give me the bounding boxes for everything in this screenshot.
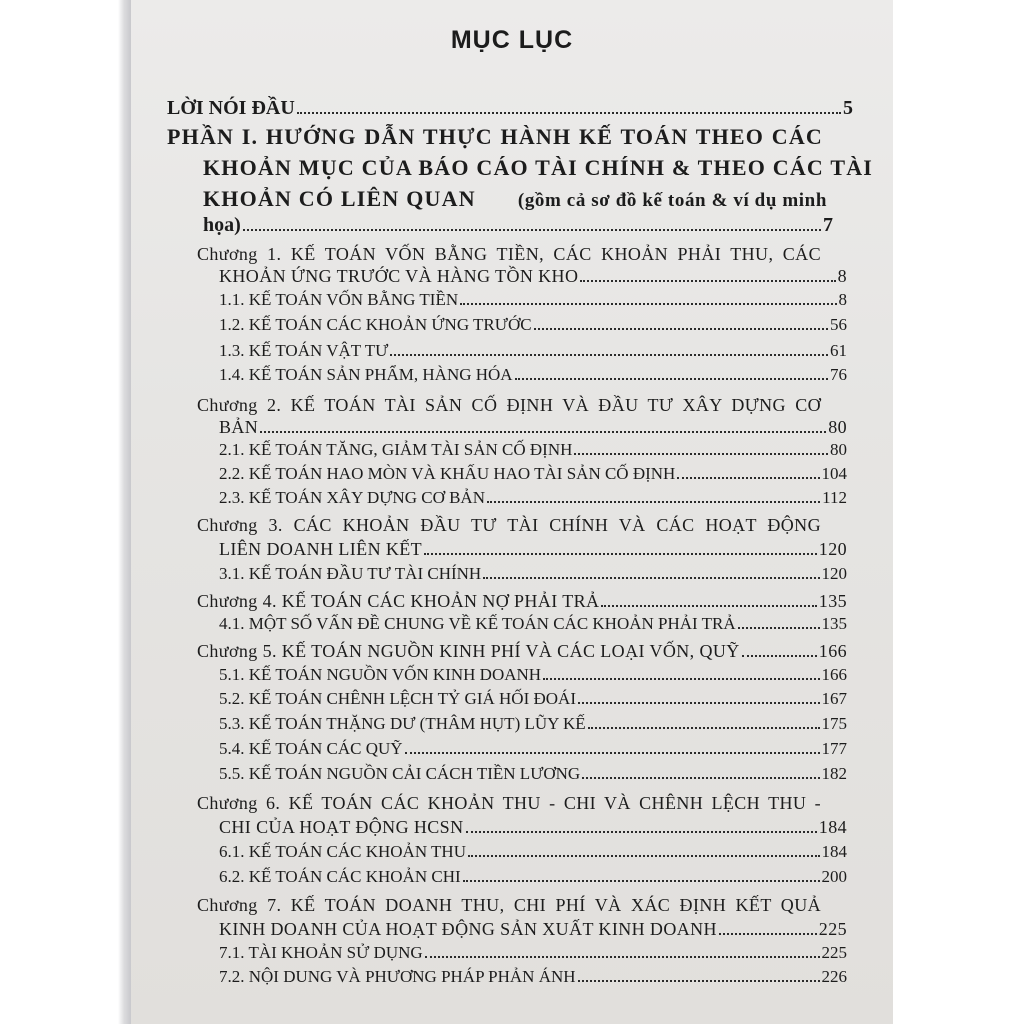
dot-leader — [468, 854, 820, 857]
dot-leader — [742, 654, 817, 657]
toc-entry-label: KHOẢN ỨNG TRƯỚC VÀ HÀNG TỒN KHO — [219, 266, 579, 286]
toc-entry-page: 61 — [830, 341, 847, 360]
section-2-2 — [219, 464, 847, 484]
background-right — [893, 0, 1024, 1024]
toc-entry-label: LIÊN DOANH LIÊN KẾT — [219, 539, 423, 559]
chapter-1-line-2 — [219, 266, 847, 287]
toc-entry-page: 225 — [818, 919, 847, 939]
toc-entry-label: 5.5. KẾ TOÁN NGUỒN CẢI CÁCH TIỀN LƯƠNG — [219, 764, 581, 783]
part1-line-2: KHOẢN MỤC CỦA BÁO CÁO TÀI CHÍNH & THEO CÁC TÀI — [203, 155, 874, 180]
book-spine-shadow — [0, 0, 131, 1024]
toc-entry-page: 104 — [821, 464, 847, 483]
toc — [131, 0, 893, 1024]
toc-entry-page: 184 — [818, 817, 847, 837]
section-7-1 — [219, 943, 847, 963]
toc-entry-label: BẢN — [219, 417, 259, 437]
dot-leader — [424, 552, 817, 555]
dot-leader — [677, 476, 819, 479]
dot-leader — [483, 576, 819, 579]
chapter-3-line-1: Chương 3. CÁC KHOẢN ĐẦU TƯ TÀI CHÍNH VÀ CÁC HOẠT ĐỘNG — [197, 515, 821, 535]
section-2-3 — [219, 488, 847, 508]
toc-entry-label: 6.2. KẾ TOÁN CÁC KHOẢN CHI — [219, 867, 461, 886]
toc-entry-label: 2.2. KẾ TOÁN HAO MÒN VÀ KHẤU HAO TÀI SẢN CỐ ĐỊNH — [219, 464, 676, 483]
dot-leader — [390, 353, 828, 356]
chapter-4-line-1 — [197, 591, 847, 612]
toc-entry-page: 184 — [821, 842, 847, 861]
toc-entry-page: 177 — [821, 739, 847, 758]
chapter-7-line-2 — [219, 919, 847, 940]
toc-entry-page: 167 — [821, 689, 847, 708]
toc-page — [131, 0, 893, 1024]
part1-line-3 — [203, 186, 827, 212]
section-1-4 — [219, 365, 847, 385]
section-5-2 — [219, 689, 847, 709]
toc-entry-page: 80 — [828, 417, 847, 437]
section-5-4 — [219, 739, 847, 759]
toc-entry-page: 120 — [818, 539, 847, 559]
dot-leader — [405, 751, 820, 754]
section-3-1 — [219, 564, 847, 584]
toc-entry-page: 8 — [837, 266, 847, 286]
chapter-6-line-1: Chương 6. KẾ TOÁN CÁC KHOẢN THU - CHI VÀ CHÊNH LỆCH THU - — [197, 793, 821, 813]
dot-leader — [578, 701, 820, 704]
section-6-1 — [219, 842, 847, 862]
toc-entry-label: 7.2. NỘI DUNG VÀ PHƯƠNG PHÁP PHẢN ÁNH — [219, 967, 576, 986]
chapter-2-line-2 — [219, 417, 847, 438]
dot-leader — [719, 932, 817, 935]
part1-line-3-bold: KHOẢN CÓ LIÊN QUAN — [203, 186, 476, 211]
section-1-2 — [219, 315, 847, 335]
toc-entry-label: 5.4. KẾ TOÁN CÁC QUỸ — [219, 739, 403, 758]
toc-entry-label: CHI CỦA HOẠT ĐỘNG HCSN — [219, 817, 464, 837]
toc-entry-page: 182 — [821, 764, 847, 783]
dot-leader — [463, 879, 820, 882]
dot-leader — [574, 452, 828, 455]
part1-line-3-note: (gồm cả sơ đồ kế toán & ví dụ minh — [517, 190, 827, 211]
dot-leader — [738, 626, 820, 629]
toc-entry-label: 5.3. KẾ TOÁN THẶNG DƯ (THÂM HỤT) LŨY KẾ — [219, 714, 586, 733]
chapter-3-line-2 — [219, 539, 847, 560]
toc-entry-label: 2.1. KẾ TOÁN TĂNG, GIẢM TÀI SẢN CỐ ĐỊNH — [219, 440, 573, 459]
toc-entry-label: 1.1. KẾ TOÁN VỐN BẰNG TIỀN — [219, 290, 459, 309]
dot-leader — [582, 776, 819, 779]
chapter-1-line-1: Chương 1. KẾ TOÁN VỐN BẰNG TIỀN, CÁC KHOẢN PHẢI THU, CÁC — [197, 244, 821, 264]
section-2-1 — [219, 440, 847, 460]
toc-entry-intro — [167, 97, 853, 120]
toc-entry-page: 80 — [830, 440, 847, 459]
dot-leader — [297, 111, 841, 114]
toc-entry-label: 6.1. KẾ TOÁN CÁC KHOẢN THU — [219, 842, 466, 861]
dot-leader — [515, 377, 828, 380]
toc-entry-label: KINH DOANH CỦA HOẠT ĐỘNG SẢN XUẤT KINH DOANH — [219, 919, 717, 939]
toc-entry-page: 8 — [838, 290, 847, 309]
dot-leader — [588, 726, 820, 729]
dot-leader — [487, 500, 820, 503]
toc-entry-label: 1.3. KẾ TOÁN VẬT TƯ — [219, 341, 389, 360]
toc-entry-label: 5.1. KẾ TOÁN NGUỒN VỐN KINH DOANH — [219, 665, 542, 684]
dot-leader — [580, 279, 835, 282]
toc-entry-page: 7 — [823, 214, 833, 236]
toc-entry-page: 166 — [821, 665, 847, 684]
chapter-6-line-2 — [219, 817, 847, 838]
toc-entry-page: 200 — [821, 867, 847, 886]
page-title: MỤC LỤC — [450, 26, 574, 54]
section-5-5 — [219, 764, 847, 784]
chapter-2-line-1: Chương 2. KẾ TOÁN TÀI SẢN CỐ ĐỊNH VÀ ĐẦU TƯ XÂY DỰNG CƠ — [197, 395, 821, 415]
toc-entry-label: Chương 4. KẾ TOÁN CÁC KHOẢN NỢ PHẢI TRẢ — [197, 591, 600, 611]
toc-entry-label: 5.2. KẾ TOÁN CHÊNH LỆCH TỶ GIÁ HỐI ĐOÁI — [219, 689, 576, 708]
dot-leader — [460, 302, 836, 305]
section-5-3 — [219, 714, 847, 734]
dot-leader — [534, 327, 828, 330]
toc-entry-page: 56 — [830, 315, 847, 334]
part1-line-1: PHẦN I. HƯỚNG DẪN THỰC HÀNH KẾ TOÁN THEO CÁC — [167, 124, 823, 149]
toc-entry-page: 5 — [843, 97, 853, 119]
dot-leader — [543, 677, 819, 680]
dot-leader — [425, 955, 820, 958]
toc-entry-label: 1.2. KẾ TOÁN CÁC KHOẢN ỨNG TRƯỚC — [219, 315, 532, 334]
section-6-2 — [219, 867, 847, 887]
toc-entry-page: 76 — [830, 365, 847, 384]
toc-entry-page: 120 — [821, 564, 847, 583]
toc-entry-label: 3.1. KẾ TOÁN ĐẦU TƯ TÀI CHÍNH — [219, 564, 482, 583]
part1-line-4 — [203, 214, 833, 237]
toc-entry-page: 112 — [822, 488, 847, 507]
toc-entry-page: 135 — [818, 591, 847, 611]
chapter-7-line-1: Chương 7. KẾ TOÁN DOANH THU, CHI PHÍ VÀ XÁC ĐỊNH KẾT QUẢ — [197, 895, 821, 915]
dot-leader — [578, 979, 820, 982]
toc-entry-page: 175 — [821, 714, 847, 733]
section-1-3 — [219, 341, 847, 361]
dot-leader — [260, 430, 826, 433]
section-4-1 — [219, 614, 847, 634]
toc-entry-page: 166 — [818, 641, 847, 661]
section-1-1 — [219, 290, 847, 310]
toc-entry-label: họa) — [203, 214, 241, 236]
toc-entry-page: 225 — [821, 943, 847, 962]
toc-entry-page: 226 — [821, 967, 847, 986]
toc-entry-label: 1.4. KẾ TOÁN SẢN PHẨM, HÀNG HÓA — [219, 365, 513, 384]
toc-entry-label: 7.1. TÀI KHOẢN SỬ DỤNG — [219, 943, 423, 962]
dot-leader — [466, 830, 817, 833]
dot-leader — [601, 604, 816, 607]
toc-entry-label: LỜI NÓI ĐẦU — [167, 97, 295, 119]
section-7-2 — [219, 967, 847, 987]
toc-entry-label: Chương 5. KẾ TOÁN NGUỒN KINH PHÍ VÀ CÁC LOẠI VỐN, QUỸ — [197, 641, 740, 661]
section-5-1 — [219, 665, 847, 685]
toc-entry-label: 2.3. KẾ TOÁN XÂY DỰNG CƠ BẢN — [219, 488, 485, 507]
chapter-5-line-1 — [197, 641, 847, 662]
dot-leader — [243, 228, 821, 231]
toc-entry-label: 4.1. MỘT SỐ VẤN ĐỀ CHUNG VỀ KẾ TOÁN CÁC KHOẢN PHẢI TRẢ — [219, 614, 736, 633]
toc-entry-page: 135 — [821, 614, 847, 633]
